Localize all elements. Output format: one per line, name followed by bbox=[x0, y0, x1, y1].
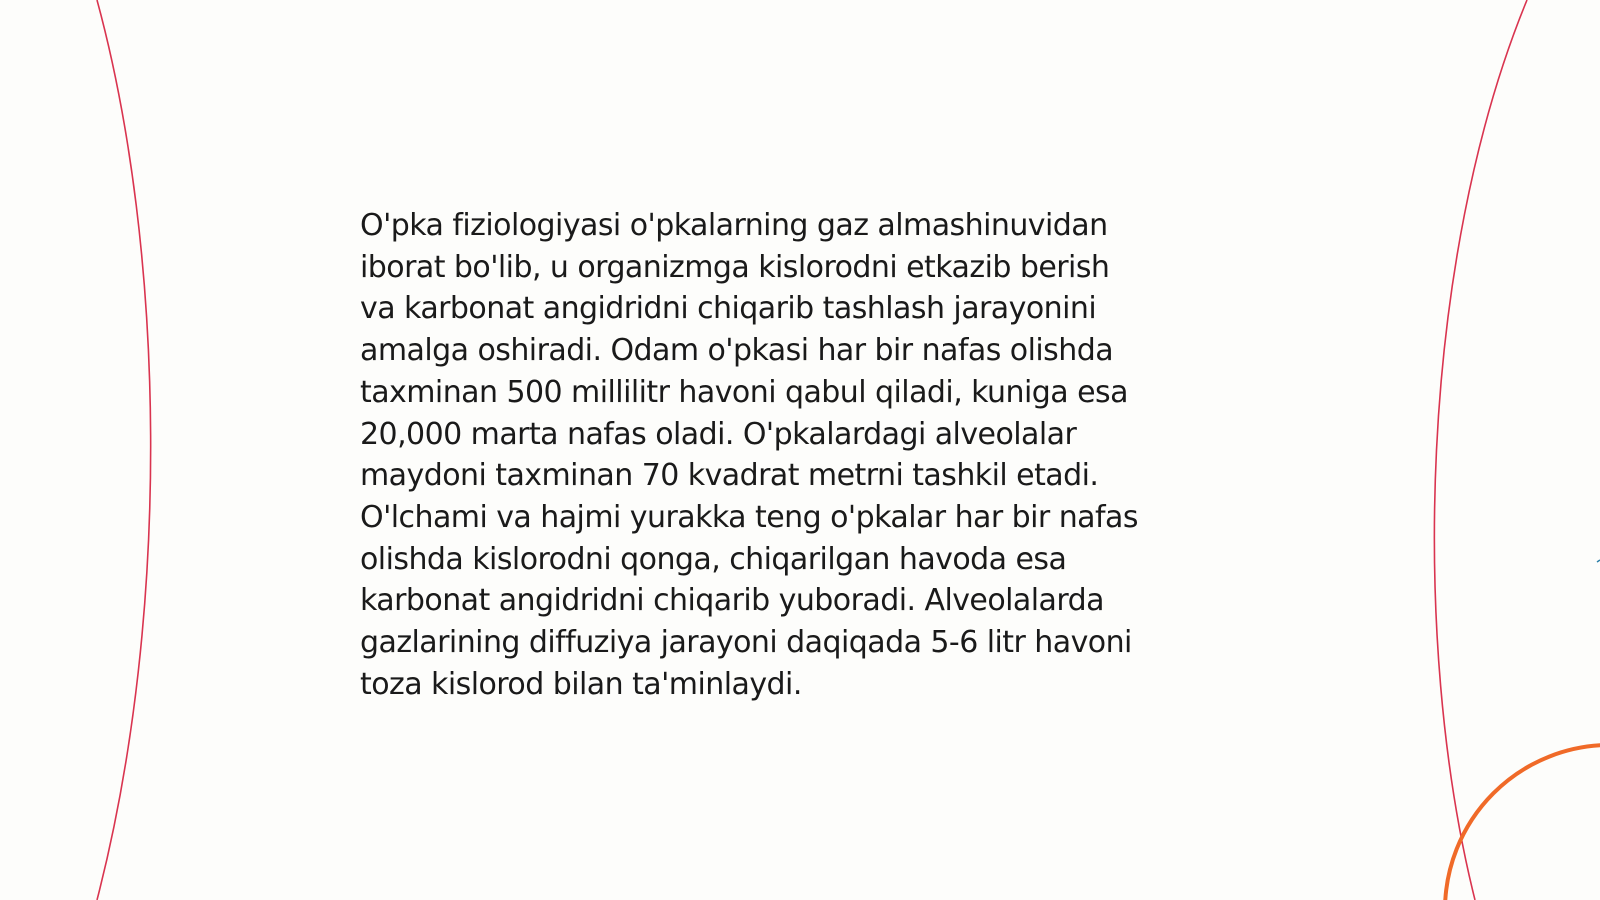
accent-circle-outline bbox=[1445, 745, 1600, 900]
body-paragraph: O'pka fiziologiyasi o'pkalarning gaz almashinuvidan iborat bo'lib, u organizmga kislorodni etkazib berish va karbonat angidridni chiqarib tashlash jarayonini amalga oshiradi. Odam o'pkasi har bir nafas olishda taxminan 500 millilitr havoni qabul qiladi, kuniga esa 20,000 marta nafas oladi. O'pkalardagi alveolalar maydoni taxminan 70 kvadrat metrni tashkil etadi. O'lchami va hajmi yurakka teng o'pkalar har bir nafas olishda kislorodni qonga, chiqarilgan havoda esa karbonat angidridni chiqarib yuboradi. Alveolalarda gazlarining diffuziya jarayoni daqiqada 5-6 litr havoni toza kislorod bilan ta'minlaydi. bbox=[360, 208, 1138, 702]
left-curve-line bbox=[97, 0, 151, 900]
right-curve-line bbox=[1434, 0, 1527, 900]
